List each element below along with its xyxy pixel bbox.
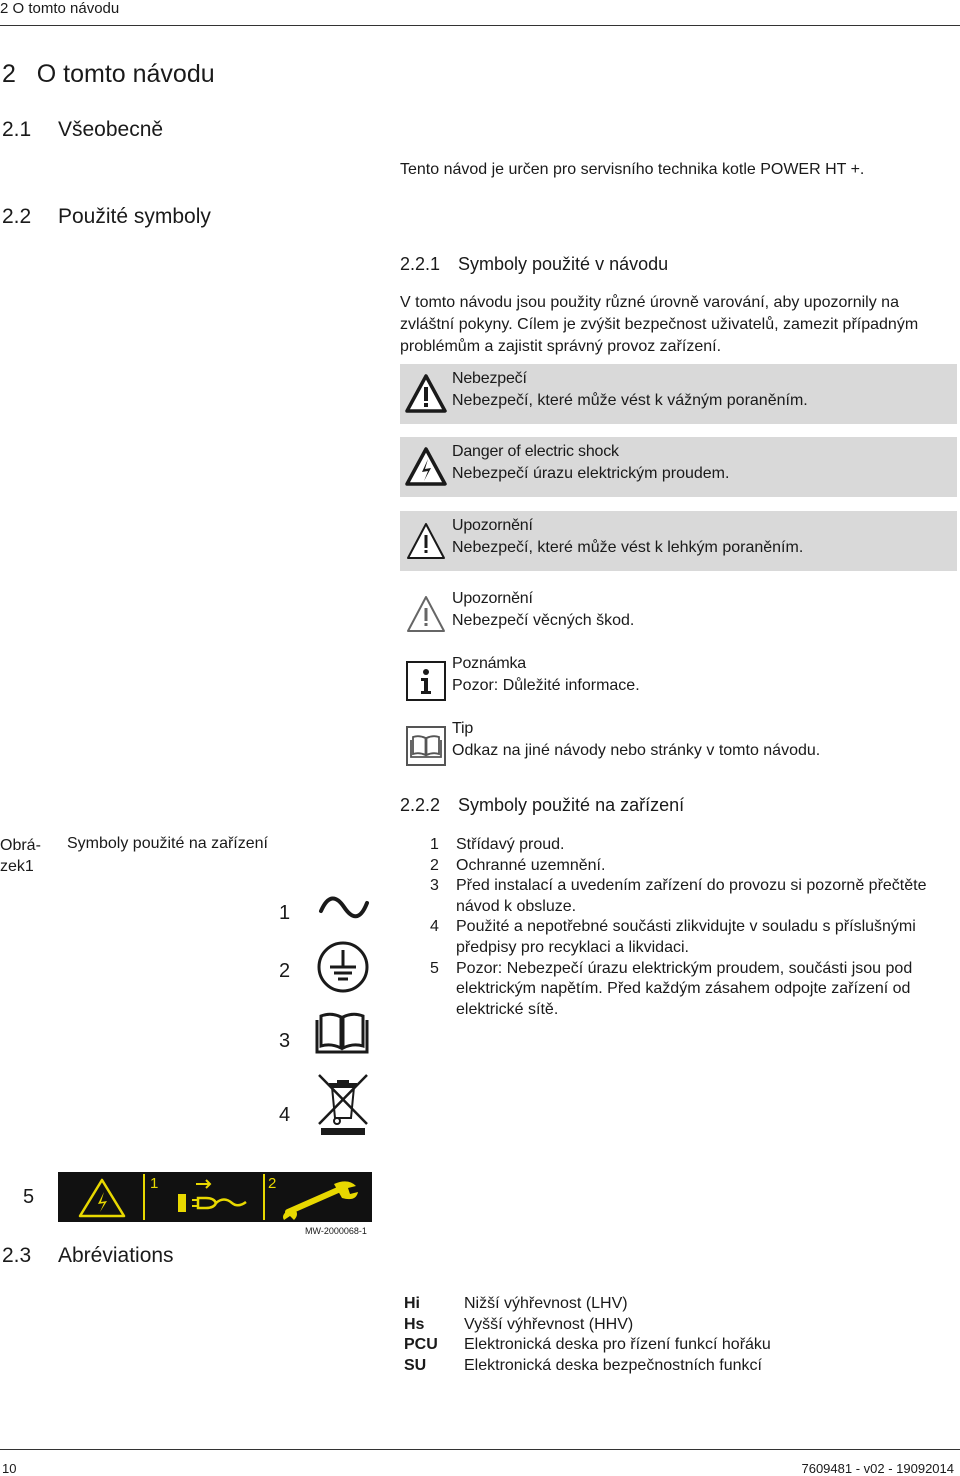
- section-title: Abréviations: [58, 1244, 174, 1267]
- section-number: 2.1: [2, 118, 32, 141]
- list-line: elektrické sítě.: [456, 1000, 559, 1018]
- abbreviation-definition: Elektronická deska bezpečnostních funkcí: [464, 1356, 762, 1374]
- figure-number: 3: [279, 1030, 291, 1052]
- paragraph-line: problémům a zajistit správný provoz zařízení.: [400, 338, 722, 355]
- warning-title: Danger of electric shock: [452, 443, 619, 460]
- section-2-1-text: Tento návod je určen pro servisního technika kotle POWER HT +.: [400, 161, 865, 178]
- list-text: [456, 835, 565, 856]
- warning-caution: [400, 511, 957, 571]
- section-title: Použité symboly: [58, 205, 211, 228]
- abbreviation-row: [404, 1315, 771, 1336]
- warning-title: Upozornění: [452, 517, 533, 534]
- figure-label-line: zek1: [0, 858, 34, 875]
- section-number: 2.2.2: [400, 795, 441, 815]
- info-icon: [404, 659, 448, 703]
- list-line: Použité a nepotřebné součásti zlikvidujte v souladu s příslušnými: [456, 918, 916, 936]
- read-manual-icon: [314, 1010, 370, 1056]
- tip-title: Tip: [452, 720, 474, 737]
- section-2-3-heading: [2, 1244, 174, 1268]
- warning-title: Upozornění: [452, 590, 533, 607]
- section-2-2-heading: [2, 205, 211, 229]
- warning-text: Nebezpečí, které může vést k lehkým poraněním.: [452, 539, 804, 556]
- warning-text: Nebezpečí úrazu elektrickým proudem.: [452, 465, 730, 482]
- list-line: Střídavý proud.: [456, 836, 565, 853]
- section-2-2-2-heading: [400, 795, 684, 816]
- abbreviation-list: [404, 1294, 771, 1376]
- section-number: 2.2: [2, 205, 32, 228]
- figure-label: [0, 835, 60, 877]
- section-number: 2.2.1: [400, 254, 441, 274]
- chapter-title-text: O tomto návodu: [36, 60, 215, 88]
- document-code: 7609481 - v02 - 19092014: [801, 1461, 954, 1476]
- footer-rule: [0, 1449, 960, 1450]
- list-number: 5: [430, 959, 439, 977]
- label-bar-number: 2: [268, 1175, 277, 1192]
- warning-text: Nebezpečí věcných škod.: [452, 612, 635, 629]
- book-icon: [404, 724, 448, 768]
- figure-number: 4: [279, 1104, 291, 1126]
- figure-number: 2: [279, 960, 291, 982]
- device-label-bar: [58, 1172, 372, 1222]
- paragraph-line: V tomto návodu jsou použity různé úrovně varování, aby upozornily na: [400, 294, 899, 311]
- figure-code: MW-2000068-1: [305, 1226, 367, 1236]
- list-item: [430, 876, 956, 917]
- unplug-icon: [178, 1194, 186, 1212]
- warning-text: Nebezpečí, které může vést k vážným poraněním.: [452, 392, 808, 409]
- list-text: [456, 876, 926, 917]
- abbreviation-definition: Nižší výhřevnost (LHV): [464, 1295, 628, 1312]
- abbreviation-term: Hi: [404, 1295, 420, 1312]
- figure-number: 1: [279, 902, 291, 924]
- label-bar-number: 1: [150, 1175, 159, 1192]
- list-line: Před instalací a uvedením zařízení do provozu si pozorně přečtěte: [456, 877, 927, 895]
- chapter-number: 2: [2, 60, 16, 88]
- weee-disposal-icon: [316, 1072, 370, 1136]
- tip-text: Odkaz na jiné návody nebo stránky v tomto návodu.: [452, 742, 821, 759]
- page-number: 10: [2, 1461, 17, 1476]
- list-number: 4: [430, 918, 439, 936]
- paragraph-line: zvláštní pokyny. Cílem je zvýšit bezpečnost uživatelů, zamezit případným: [400, 316, 919, 333]
- list-item: [430, 959, 956, 1021]
- list-text: [456, 856, 605, 877]
- section-title: Symboly použité na zařízení: [458, 795, 685, 815]
- section-2-2-1-paragraph: [400, 292, 956, 358]
- abbreviation-definition: Elektronická deska pro řízení funkcí hořáku: [464, 1336, 771, 1354]
- warning-title: Nebezpečí: [452, 370, 527, 387]
- list-item: [430, 917, 956, 958]
- figure-label-line: Obrá-: [0, 837, 41, 854]
- alternating-current-icon: [318, 893, 370, 923]
- section-2-1-heading: [2, 118, 163, 142]
- warning-electric-shock: [400, 437, 957, 497]
- note-info: [400, 649, 957, 709]
- list-text: [456, 917, 916, 958]
- abbreviation-row: [404, 1335, 771, 1356]
- abbreviation-term: PCU: [404, 1336, 438, 1354]
- warning-property-damage: [400, 584, 957, 644]
- list-item: [430, 835, 956, 856]
- list-number: 1: [430, 836, 439, 853]
- section-number: 2.3: [2, 1244, 32, 1267]
- protective-earth-icon: [316, 940, 370, 994]
- list-line: návod k obsluze.: [456, 897, 577, 915]
- device-symbol-list: [430, 835, 956, 1020]
- section-2-2-1-heading: [400, 254, 668, 275]
- header-rule: [0, 25, 960, 26]
- list-item: [430, 856, 956, 877]
- abbreviation-row: [404, 1356, 771, 1377]
- chapter-title: [2, 60, 215, 89]
- running-head: 2 O tomto návodu: [0, 0, 120, 17]
- list-line: Ochranné uzemnění.: [456, 856, 606, 874]
- list-line: elektrickým napětím. Před každým zásahem odpojte zařízení od: [456, 980, 911, 998]
- section-title: Všeobecně: [58, 118, 164, 141]
- abbreviation-term: SU: [404, 1356, 427, 1374]
- note-tip: [400, 714, 957, 774]
- note-text: Pozor: Důležité informace.: [452, 677, 640, 694]
- list-line: Pozor: Nebezpečí úrazu elektrickým proudem, součásti jsou pod: [456, 959, 913, 977]
- section-title: Symboly použité v návodu: [458, 254, 669, 274]
- list-number: 2: [430, 856, 439, 874]
- abbreviation-term: Hs: [404, 1315, 425, 1333]
- note-title: Poznámka: [452, 655, 526, 672]
- list-number: 3: [430, 877, 439, 895]
- abbreviation-definition: Vyšší výhřevnost (HHV): [464, 1315, 634, 1333]
- caution-triangle-icon: [404, 519, 448, 563]
- warning-danger: [400, 364, 957, 424]
- warning-triangle-icon: [404, 372, 448, 416]
- figure-number: 5: [23, 1186, 35, 1208]
- list-line: předpisy pro recyklaci a likvidaci.: [456, 938, 689, 956]
- damage-triangle-icon: [404, 592, 448, 636]
- figure-caption: Symboly použité na zařízení: [67, 835, 268, 852]
- electric-shock-icon: [404, 445, 448, 489]
- list-text: [456, 959, 912, 1021]
- abbreviation-row: [404, 1294, 771, 1315]
